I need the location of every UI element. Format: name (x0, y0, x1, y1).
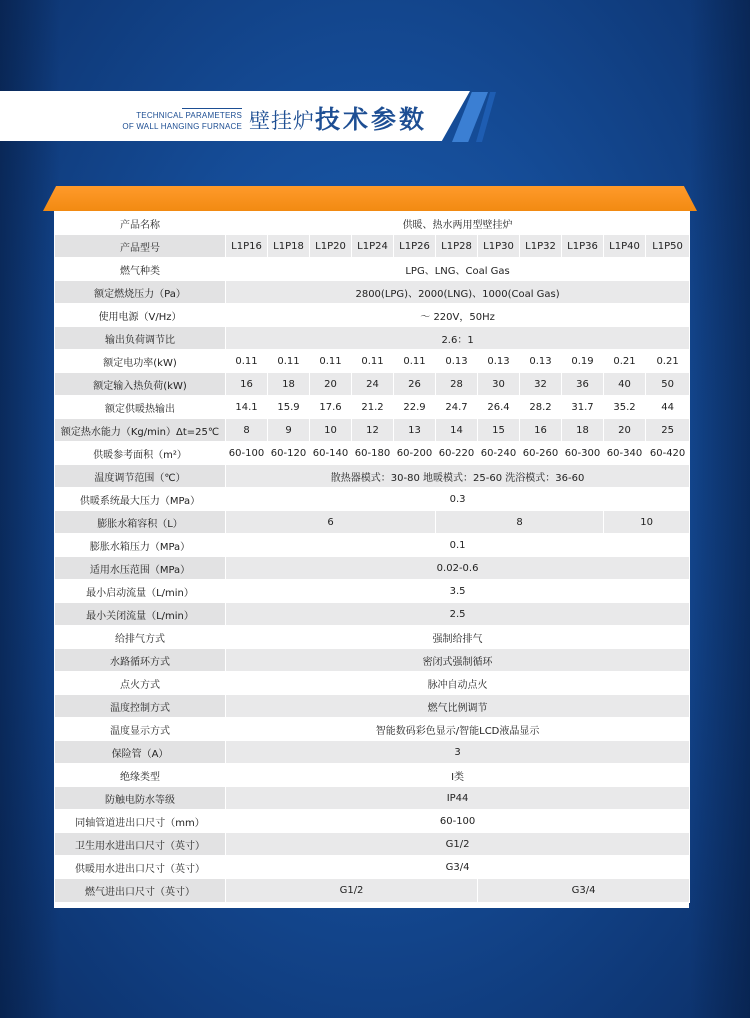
table-row (55, 396, 690, 419)
row-cell: 17.6 (310, 396, 352, 419)
table-row (55, 810, 690, 833)
row-label: 给排气方式 (55, 626, 226, 649)
row-cell: L1P36 (562, 235, 604, 258)
row-cell: 15.9 (268, 396, 310, 419)
row-value: 智能数码彩色显示/智能LCD液晶显示 (226, 718, 690, 741)
row-cell: 60-420 (646, 442, 690, 465)
row-cell: 0.13 (436, 350, 478, 373)
spec-table (54, 211, 690, 903)
row-cell: 60-200 (394, 442, 436, 465)
row-label: 额定热水能力（Kg/min）Δt=25℃ (55, 419, 226, 442)
table-row (55, 557, 690, 580)
table-row (55, 235, 690, 258)
row-cell: 35.2 (604, 396, 646, 419)
row-label: 温度显示方式 (55, 718, 226, 741)
row-cell: 18 (562, 419, 604, 442)
row-cell: L1P20 (310, 235, 352, 258)
row-cell: 60-260 (520, 442, 562, 465)
row-value: 0.1 (226, 534, 690, 557)
row-cell: 44 (646, 396, 690, 419)
row-cell: 20 (604, 419, 646, 442)
row-label: 保险管（A） (55, 741, 226, 764)
row-value: 强制给排气 (226, 626, 690, 649)
row-label: 供暖用水进出口尺寸（英寸） (55, 856, 226, 879)
row-group-cell: 6 (226, 511, 436, 534)
table-row (55, 718, 690, 741)
row-value: 2.6：1 (226, 327, 690, 350)
row-cell: 28 (436, 373, 478, 396)
table-row (55, 603, 690, 626)
row-cell: 40 (604, 373, 646, 396)
row-label: 点火方式 (55, 672, 226, 695)
row-cell: 50 (646, 373, 690, 396)
table-row (55, 856, 690, 879)
row-cell: 22.9 (394, 396, 436, 419)
row-value: 供暖、热水两用型壁挂炉 (226, 212, 690, 235)
row-cell: 26 (394, 373, 436, 396)
banner-title-prefix: 壁挂炉 (249, 109, 315, 133)
row-cell: 60-120 (268, 442, 310, 465)
table-row (55, 281, 690, 304)
row-label: 燃气进出口尺寸（英寸） (55, 879, 226, 903)
table-row (55, 350, 690, 373)
row-cell: 28.2 (520, 396, 562, 419)
row-cell: 13 (394, 419, 436, 442)
row-cell: L1P24 (352, 235, 394, 258)
table-row (55, 741, 690, 764)
row-cell: 60-220 (436, 442, 478, 465)
row-group-cell: G3/4 (478, 879, 690, 903)
row-cell: L1P50 (646, 235, 690, 258)
banner-title-main: 技术参数 (315, 105, 428, 134)
row-cell: 60-340 (604, 442, 646, 465)
row-cell: 24 (352, 373, 394, 396)
table-row (55, 419, 690, 442)
table-row (55, 373, 690, 396)
row-label: 防触电防水等级 (55, 787, 226, 810)
row-cell: 18 (268, 373, 310, 396)
row-label: 膨胀水箱容积（L） (55, 511, 226, 534)
table-top-bar (43, 186, 697, 211)
table-row (55, 511, 690, 534)
row-cell: 32 (520, 373, 562, 396)
table-row (55, 327, 690, 350)
row-cell: 20 (310, 373, 352, 396)
row-value: LPG、LNG、Coal Gas (226, 258, 690, 281)
row-label: 额定燃烧压力（Pa） (55, 281, 226, 304)
row-cell: 0.19 (562, 350, 604, 373)
row-label: 适用水压范围（MPa） (55, 557, 226, 580)
row-cell: 0.21 (646, 350, 690, 373)
row-cell: 0.21 (604, 350, 646, 373)
row-value: I类 (226, 764, 690, 787)
row-group-cell: G1/2 (226, 879, 478, 903)
table-row (55, 879, 690, 903)
row-cell: 12 (352, 419, 394, 442)
row-value: 2800(LPG)、2000(LNG)、1000(Coal Gas) (226, 281, 690, 304)
row-cell: 0.13 (520, 350, 562, 373)
row-label: 额定电功率(kW) (55, 350, 226, 373)
row-cell: 24.7 (436, 396, 478, 419)
row-cell: 0.11 (394, 350, 436, 373)
row-value: 3 (226, 741, 690, 764)
row-label: 额定供暖热输出 (55, 396, 226, 419)
spec-table-body (55, 212, 690, 903)
row-cell: 16 (226, 373, 268, 396)
table-row (55, 258, 690, 281)
row-label: 燃气种类 (55, 258, 226, 281)
row-cell: L1P30 (478, 235, 520, 258)
row-label: 使用电源（V/Hz） (55, 304, 226, 327)
row-label: 最小关闭流量（L/min） (55, 603, 226, 626)
row-value: 脉冲自动点火 (226, 672, 690, 695)
row-cell: 60-140 (310, 442, 352, 465)
row-cell: 14 (436, 419, 478, 442)
row-group-cell: 10 (604, 511, 690, 534)
row-value: 3.5 (226, 580, 690, 603)
banner-english-line2: OF WALL HANGING FURNACE (122, 122, 242, 131)
right-edge-shade (690, 0, 750, 1018)
row-label: 绝缘类型 (55, 764, 226, 787)
table-row (55, 465, 690, 488)
row-value: IP44 (226, 787, 690, 810)
row-cell: 0.11 (268, 350, 310, 373)
row-cell: 0.13 (478, 350, 520, 373)
table-row (55, 695, 690, 718)
row-label: 同轴管道进出口尺寸（mm） (55, 810, 226, 833)
row-cell: 60-300 (562, 442, 604, 465)
row-label: 卫生用水进出口尺寸（英寸） (55, 833, 226, 856)
row-label: 产品名称 (55, 212, 226, 235)
left-edge-shade (0, 0, 60, 1018)
row-cell: 25 (646, 419, 690, 442)
row-label: 供暖参考面积（m²） (55, 442, 226, 465)
row-cell: 15 (478, 419, 520, 442)
table-row (55, 649, 690, 672)
row-cell: 21.2 (352, 396, 394, 419)
row-cell: 0.11 (352, 350, 394, 373)
row-value: 2.5 (226, 603, 690, 626)
row-cell: L1P16 (226, 235, 268, 258)
row-cell: 31.7 (562, 396, 604, 419)
row-value: 60-100 (226, 810, 690, 833)
table-row (55, 833, 690, 856)
row-group-cell: 8 (436, 511, 604, 534)
row-cell: 0.11 (310, 350, 352, 373)
row-cell: L1P40 (604, 235, 646, 258)
row-cell: 16 (520, 419, 562, 442)
table-row (55, 626, 690, 649)
row-cell: 60-240 (478, 442, 520, 465)
table-row (55, 212, 690, 235)
row-value: 0.02-0.6 (226, 557, 690, 580)
row-cell: 36 (562, 373, 604, 396)
table-row (55, 488, 690, 511)
row-label: 产品型号 (55, 235, 226, 258)
row-cell: 14.1 (226, 396, 268, 419)
row-cell: L1P18 (268, 235, 310, 258)
banner-english-title (112, 110, 242, 132)
row-cell: 8 (226, 419, 268, 442)
banner-english-line1: TECHNICAL PARAMETERS (136, 111, 242, 120)
table-row (55, 304, 690, 327)
row-value: 密闭式强制循环 (226, 649, 690, 672)
row-cell: L1P26 (394, 235, 436, 258)
row-cell: 9 (268, 419, 310, 442)
row-label: 温度控制方式 (55, 695, 226, 718)
row-cell: 60-180 (352, 442, 394, 465)
row-cell: 0.11 (226, 350, 268, 373)
banner-rule (182, 108, 242, 109)
table-row (55, 442, 690, 465)
row-label: 水路循环方式 (55, 649, 226, 672)
table-row (55, 787, 690, 810)
table-row (55, 672, 690, 695)
row-cell: 10 (310, 419, 352, 442)
row-label: 温度调节范围（℃） (55, 465, 226, 488)
row-value: 燃气比例调节 (226, 695, 690, 718)
row-label: 输出负荷调节比 (55, 327, 226, 350)
row-value: G3/4 (226, 856, 690, 879)
row-cell: L1P28 (436, 235, 478, 258)
banner-chinese-title (249, 100, 427, 136)
row-cell: 60-100 (226, 442, 268, 465)
row-label: 膨胀水箱压力（MPa） (55, 534, 226, 557)
table-row (55, 534, 690, 557)
row-value: ～ 220V，50Hz (226, 304, 690, 327)
row-value: G1/2 (226, 833, 690, 856)
row-value: 散热器模式：30-80 地暖模式：25-60 洗浴模式：36-60 (226, 465, 690, 488)
row-value: 0.3 (226, 488, 690, 511)
table-row (55, 580, 690, 603)
row-label: 供暖系统最大压力（MPa） (55, 488, 226, 511)
table-row (55, 764, 690, 787)
row-label: 最小启动流量（L/min） (55, 580, 226, 603)
row-cell: L1P32 (520, 235, 562, 258)
row-label: 额定输入热负荷(kW) (55, 373, 226, 396)
row-cell: 26.4 (478, 396, 520, 419)
row-cell: 30 (478, 373, 520, 396)
